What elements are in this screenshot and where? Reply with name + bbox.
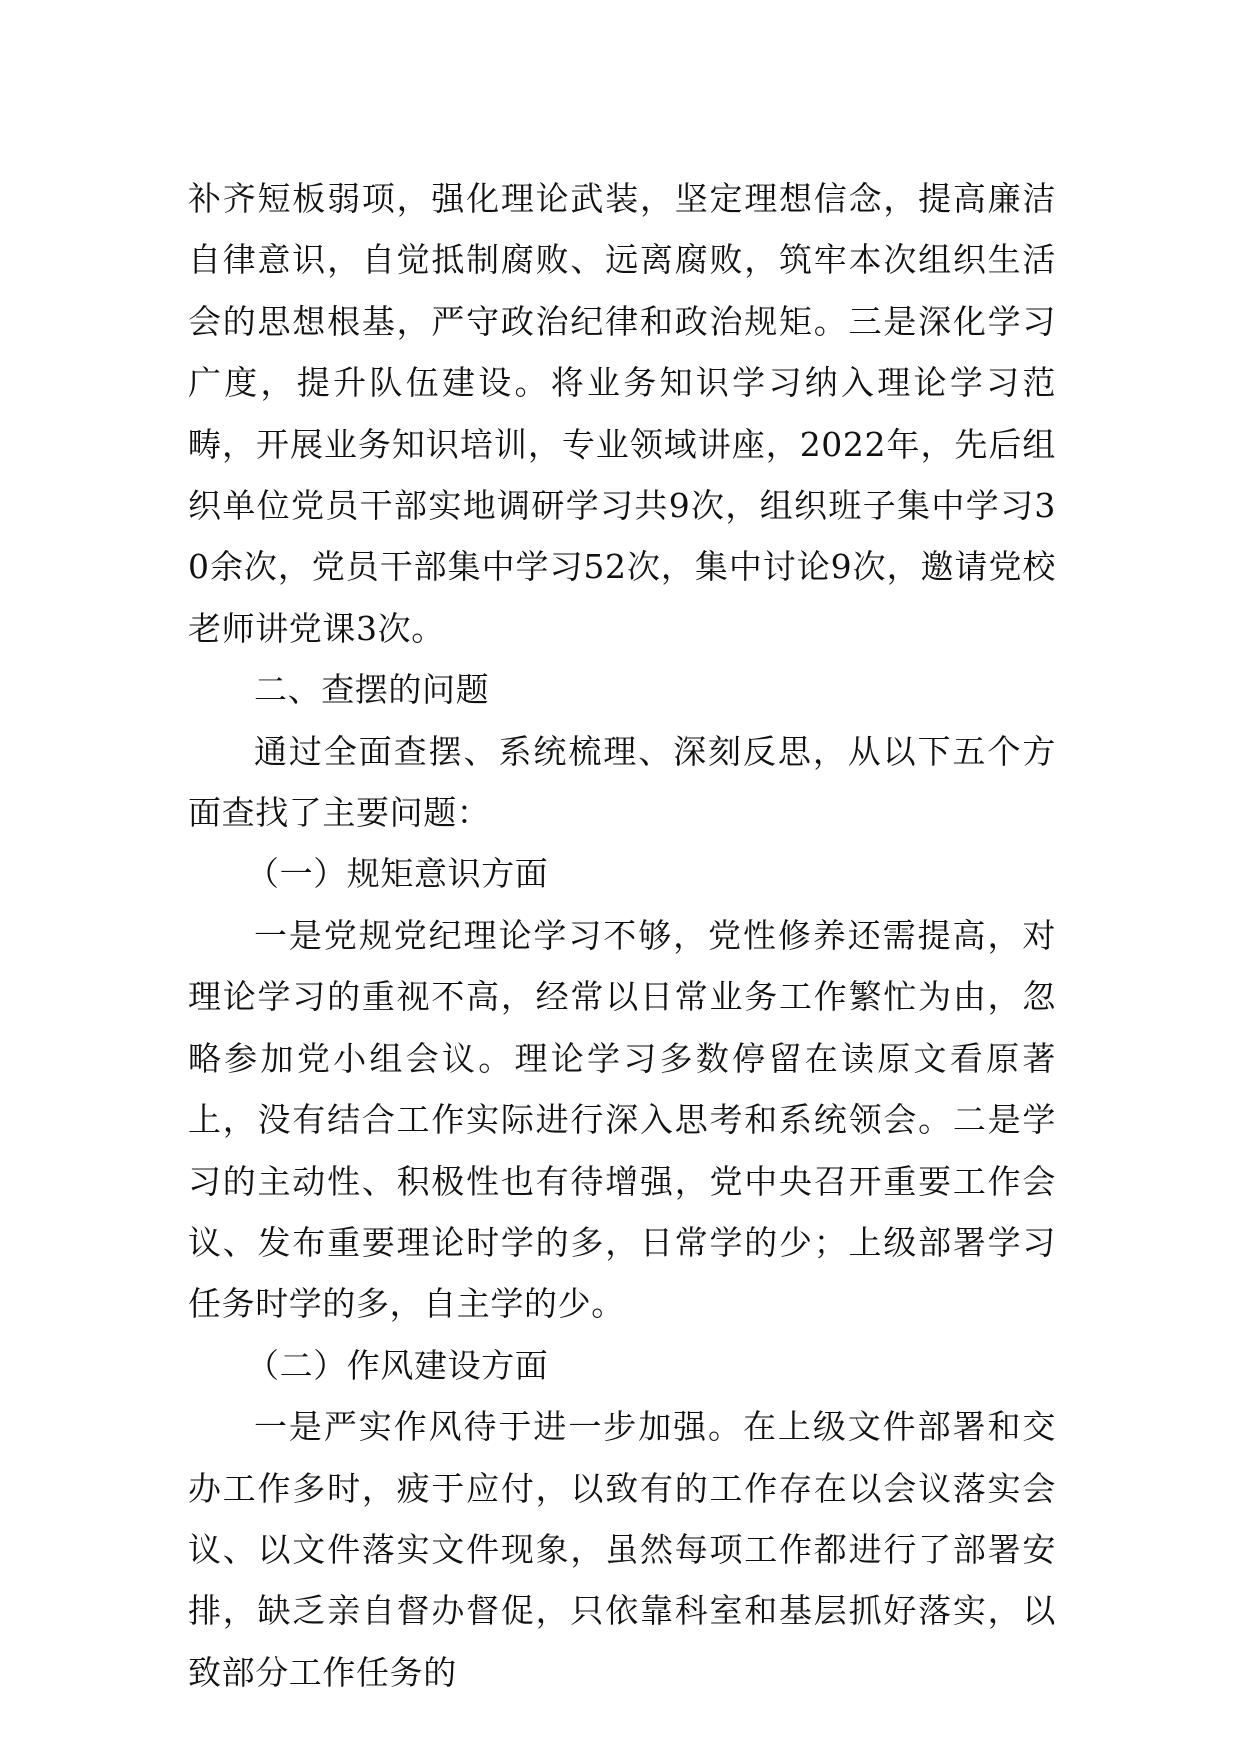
paragraph-study-continuation: 补齐短板弱项，强化理论武装，坚定理想信念，提高廉洁自律意识，自觉抵制腐败、远离腐败，筑牢本次组织生活会的思想根基，严守政治纪律和政治规矩。三是深化学习广度，提升队伍建设。将业务知识学习纳入理论学习范畴，开展业务知识培训，专业领域讲座，2022年，先后组织单位党员干部实地调研学习共9次，组织班子集中学习30余次，党员干部集中学习52次，集中讨论9次，邀请党校老师讲党课3次。 [188, 179, 1056, 648]
subheading-rules-awareness: （一）规矩意识方面 [246, 854, 549, 894]
paragraph-rules-awareness: 一是党规党纪理论学习不够，党性修养还需提高，对理论学习的重视不高，经常以日常业务工作繁忙为由，忽略参加党小组会议。理论学习多数停留在读原文看原著上，没有结合工作实际进行深入思考和系统领会。二是学习的主动性、积极性也有待增强，党中央召开重要工作会议、发布重要理论时学的多，日常学的少；上级部署学习任务时学的多，自主学的少。 [188, 915, 1056, 1324]
paragraph-work-style: 一是严实作风待于进一步加强。在上级文件部署和交办工作多时，疲于应付，以致有的工作存在以会议落实会议、以文件落实文件现象，虽然每项工作都进行了部署安排，缺乏亲自督办督促，只依靠科室和基层抓好落实，以致部分工作任务的 [188, 1407, 1056, 1692]
document-body [188, 168, 1056, 1703]
subheading-work-style: （二）作风建设方面 [246, 1345, 549, 1385]
section-heading-problems: 二、查摆的问题 [254, 670, 490, 710]
paragraph-problems-intro: 通过全面查摆、系统梳理、深刻反思，从以下五个方面查找了主要问题： [188, 731, 1056, 833]
